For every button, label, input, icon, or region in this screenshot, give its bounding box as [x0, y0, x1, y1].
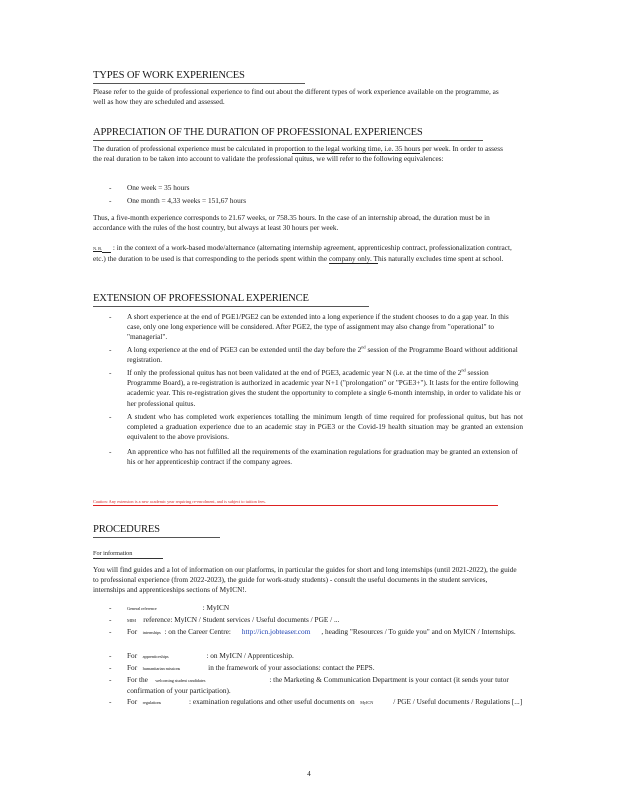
- procedures-intro: You will find guides and a lot of information on our platforms, in particular the guides for short and long internships (until 2021-2022), the guide to professional experience (from 2022-2023), the guide for work-study students) - consult the useful documents in the student services, internships and apprenticeships sections of MyICN!.: [93, 565, 517, 595]
- procedure-text-end: / PGE / Useful documents / Regulations [...]: [393, 697, 523, 706]
- extension-item-2-b: session of the Programme Board without additional registration.: [127, 345, 518, 365]
- extension-item-5: An apprentice who has not fulfilled all the requirements of the examination regulations for graduation may be granted an extension of his or her apprenticeship contract if the company agrees.: [127, 447, 518, 467]
- equivalence-week: One week = 35 hours: [127, 183, 190, 192]
- procedure-label: MIM: [127, 618, 136, 623]
- nb-underlined: company only. T: [328, 254, 378, 264]
- jobteaser-link[interactable]: http://icn.jobteaser.com: [241, 627, 311, 636]
- extension-item-3: [127, 368, 523, 409]
- procedure-text: : on MyICN / Apprenticeship.: [206, 651, 294, 660]
- nb-label: N. B.: [93, 246, 102, 251]
- section-title-extension: EXTENSION OF PROFESSIONAL EXPERIENCE: [93, 293, 309, 304]
- procedure-text: : MyICN: [202, 603, 230, 612]
- duration-text-underlined: rtion to the legal working time, i.e. 35 hours: [291, 144, 421, 153]
- procedure-text: reference: MyICN / Student services / Useful documents / PGE / ...: [143, 615, 340, 624]
- procedure-text: : on the Career Centre:: [164, 627, 231, 636]
- procedure-label: General reference: [127, 606, 157, 611]
- nb-end: his naturally excludes time spent at school.: [377, 254, 504, 264]
- equivalence-month: One month = 4,33 weeks = 151,67 hours: [127, 196, 247, 205]
- procedure-prefix: For: [127, 627, 138, 636]
- procedure-prefix: For: [127, 651, 138, 660]
- nb-paragraph: [93, 243, 518, 264]
- extension-item-2-sup: nd: [361, 344, 366, 350]
- section-title-duration: APPRECIATION OF THE DURATION OF PROFESSIONAL EXPERIENCES: [93, 127, 423, 138]
- duration-text-1: The duration of professional experience must be calculated in propo: [93, 144, 292, 153]
- extension-item-2: [127, 345, 523, 365]
- page-number: 4: [307, 769, 311, 778]
- types-paragraph: Please refer to the guide of professional experience to find out about the different types of work experience available on the programme, as well as how they are scheduled and assessed.: [93, 87, 499, 107]
- procedure-text: : examination regulations and other useful documents on: [189, 697, 355, 706]
- procedure-label: internships: [142, 630, 161, 635]
- duration-paragraph: [93, 144, 513, 164]
- thus-paragraph: Thus, a five-month experience corresponds to 21.67 weeks, or 758.35 hours. In the case of an internship abroad, the duration must be in accordance with the rules of the host country, but always at least 30 hours per week.: [93, 213, 490, 233]
- procedure-prefix: For: [127, 697, 138, 706]
- procedure-prefix: For the: [127, 675, 148, 684]
- extension-item-2-a: A long experience at the end of PGE3 can be extended until the day before the 2: [127, 345, 362, 354]
- duration-text-2: per week. In order to assess the real duration to be taken into account to validate the professional quitus, we will refer to the following equivalences:: [93, 144, 503, 164]
- extension-item-3-sup: nd: [461, 367, 466, 373]
- subheading-for-information: For information: [93, 550, 133, 557]
- procedure-label: apprenticeships: [142, 654, 169, 659]
- procedure-label: regulations: [142, 700, 162, 705]
- extension-item-3-b: session Programme Board), a re-registration is authorized in academic year N+1 ("prolongation" or "PGE3+"). It lasts for the entire following academic year. This re-registration gives the student the opportunity to complete a single 6-month internship, in order to validate his or her professional quitus.: [127, 368, 521, 408]
- nb-text: : in the context of a work-based mode/alternance (alternating internship agreement, apprenticeship contract, professionalization contract, etc.) the duration to be used is that corresponding to the periods spent within the: [93, 243, 512, 264]
- procedure-label-myicn: MyICN: [360, 700, 374, 705]
- extension-item-1: A short experience at the end of PGE1/PGE2 can be extended into a long experience if the student chooses to do a gap year. In this case, only one long experience will be considered. After PGE2, the type of assignment may also change from "operational" to "managerial".: [127, 312, 509, 342]
- extension-item-4: A student who has completed work experiences totalling the minimum length of time required for professional quitus, but has not completed a graduation experience due to an academic stay in PGE3 or the Covid-19 health situation may be granted an extension equivalent to the above provisions.: [127, 412, 523, 442]
- procedure-label: welcoming student candidates: [155, 678, 206, 683]
- extension-item-3-a: If only the professional quitus has not been validated at the end of PGE3, academic year N (i.e. at the time of the 2: [127, 368, 462, 377]
- section-title-types: TYPES OF WORK EXPERIENCES: [93, 70, 245, 81]
- section-title-procedures: PROCEDURES: [93, 524, 160, 535]
- procedure-text: in the framework of your associations: contact the PEPS.: [208, 663, 375, 672]
- caution-note: Caution: Any extension is a new academic year requiring re-enrolment, and is subject to tuition fees.: [93, 499, 498, 506]
- procedure-prefix: For: [127, 663, 138, 672]
- procedure-text: : the Marketing & Communication Department is your contact (it sends your tutor confirmation of your participation).: [127, 675, 509, 696]
- document-page: TYPES OF WORK EXPERIENCES Please refer to the guide of professional experience to find out about the different types of work experience available on the programme, as well as how they are scheduled and assessed. APPRECIATION OF THE DURATION OF PROFESSIONAL EXPERIENCES The duration of professional experience must be calculated in proportion to the legal working time, i.e. 35 hours per week. In order to assess the real duration to be taken into account to validate the professional quitus, we will refer to the following equivalences: - One week = 35 hours - One month = 4,33 weeks = 151,67 hours Thus, a five-month experience corresponds to 21.67 weeks, or 758.35 hours. In the case of an internship abroad, the duration must be in accordance with the rules of the host country, but always at least 30 hours per week. N. B. : in the context of a work-based mode/alternance (alternating internship agreement, apprenticeship contract, professionalization contract, etc.) the duration to be used is that corresponding to the periods spent within the company only. This naturally excludes time spent at school. EXTENSION OF PROFESSIONAL EXPERIENCE - A short experience at the end of PGE1/PGE2 can be extended into a long experience if the student chooses to do a gap year. In this case, only one long experience will be considered. After PGE2, the type of assignment may also change from "operational" to "managerial". - A long experience at the end of PGE3 can be extended until the day before the 2nd session of the Programme Board without additional registration. - If only the professional quitus has not been validated at the end of PGE3, academic year N (i.e. at the time of the 2nd session Programme Board), a re-registration is authorized in academic year N+1 ("prolongation" or "PGE3+"). It lasts for the entire following academic year. This re-registration gives the student the opportunity to complete a single 6-month internship, in order to validate his or her professional quitus. - A student who has completed work experiences totalling the minimum length of time required for professional quitus, but has not completed a graduation experience due to an academic stay in PGE3 or the Covid-19 health situation may be granted an extension equivalent to the above provisions. - An apprentice who has not fulfilled all the requirements of the examination regulations for graduation may be granted an extension of his or her apprenticeship contract if the company agrees. Caution: Any extension is a new academic year requiring re-enrolment, and is subject to tuition fees. PROCEDURES For information You will find guides and a lot of information on our platforms, in particular the guides for short and long internships (until 2021-2022), the guide to professional experience (from 2022-2023), the guide for work-study students) - consult the useful documents in the student services, internships and apprenticeships sections of MyICN!. - General reference : MyICN - MIM reference: MyICN / Student services / Useful documents / PGE / ... - For internships : on the Career Centre: http://icn.jobteaser.com , heading "Resources / To guide you" and on MyICN / Internships. - For apprenticeships : on MyICN / Apprenticeship. - For humanitarian missions in the framework of your associations: contact the PEPS. - For the welcoming student candidates : the Marketing & Communication Department is your contact (it sends your tutor confirmation of your participation). - For regulations : examination regulations and other useful documents on MyICN / PGE / Useful documents / Regulations [...] 4: [0, 0, 618, 800]
- procedure-label: humanitarian missions: [142, 666, 181, 671]
- procedure-text-end: , heading "Resources / To guide you" and on MyICN / Internships.: [321, 627, 516, 636]
